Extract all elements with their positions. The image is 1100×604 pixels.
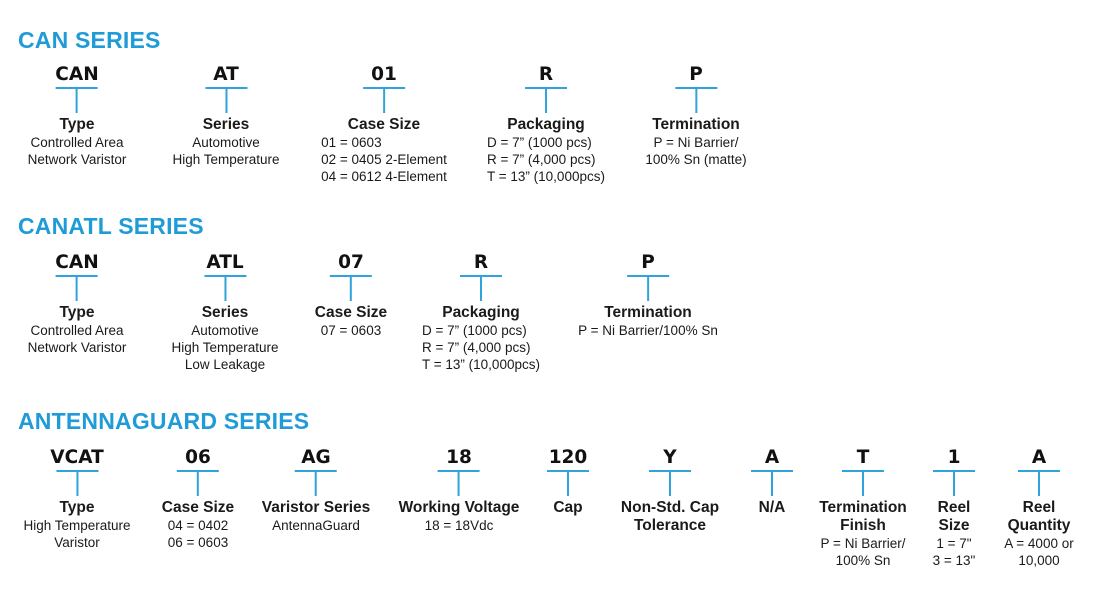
part-type [28,252,127,356]
section-title-antennaguard-series: ANTENNAGUARD SERIES [18,408,310,434]
description-line: Controlled Area [30,135,124,150]
part-code: 06 [185,447,211,468]
part-description [28,134,127,168]
part-description [172,134,279,168]
description-line: 07 = 0603 [320,323,382,338]
part-code: 07 [338,252,364,273]
part-description [23,517,130,551]
description-line: Low Leakage [184,357,266,372]
part-packaging [487,64,605,185]
part-case-size [321,64,447,185]
connector-tee [330,275,372,301]
connector-tee [933,470,975,496]
part-label: Case Size [314,304,388,321]
description-line: 100% Sn [835,553,891,568]
part-description [422,322,540,373]
description-line: Network Varistor [27,340,127,355]
part-label: Varistor Series [261,499,371,516]
description-line: 02 = 0405 2-Element [321,152,447,167]
description-line: P = Ni Barrier/ [653,135,739,150]
part-code: ATL [206,252,244,273]
part-label: Type [59,304,95,321]
description-line: 06 = 0603 [167,535,229,550]
part-code: 18 [446,447,472,468]
part-varistor-series [262,447,371,534]
connector-tee [627,275,669,301]
description-line: AntennaGuard [272,518,360,533]
part-description [645,134,746,168]
connector-tee [649,470,691,496]
connector-tee [56,87,98,113]
part-description [487,134,605,185]
part-termination-finish [813,447,913,569]
part-label: Reel Quantity [1007,499,1071,534]
description-line: 10,000 [1018,553,1060,568]
connector-tee [751,470,793,496]
description-line: D = 7” (1000 pcs) [487,135,592,150]
part-cap-tolerance [610,447,730,535]
part-label: Case Size [161,499,235,516]
description-line: 04 = 0612 4-Element [321,169,447,184]
part-label: Type [59,499,95,516]
part-description [262,517,371,534]
description-line: 3 = 13" [932,553,976,568]
part-code: R [538,64,554,85]
connector-tee [205,87,247,113]
part-series [172,64,279,168]
part-label: Packaging [442,304,520,321]
part-case-size [315,252,387,339]
part-label: Non-Std. Cap Tolerance [620,499,720,534]
part-label: Termination [652,116,740,133]
connector-tee [177,470,219,496]
description-line: 100% Sn (matte) [645,152,747,167]
part-description [999,535,1079,569]
description-line: Automotive [192,135,260,150]
part-code: 01 [371,64,397,85]
connector-tee [1018,470,1060,496]
part-cap [547,447,589,517]
connector-tee [675,87,717,113]
connector-tee [56,275,98,301]
part-description [399,517,520,534]
part-code: P [689,64,703,85]
description-line: High Temperature [172,152,280,167]
connector-tee [438,470,480,496]
description-line: A = 4000 or [1004,536,1074,551]
description-line: T = 13” (10,000pcs) [422,357,540,372]
part-label: Termination [604,304,692,321]
part-description [171,322,278,373]
part-description [813,535,913,569]
part-code: VCAT [50,447,104,468]
part-label: Packaging [507,116,585,133]
part-type [23,447,130,551]
part-type [28,64,127,168]
part-label: Reel Size [937,499,971,534]
part-label: Working Voltage [398,499,520,516]
part-reel-size [924,447,984,569]
section-title-can-series: CAN SERIES [18,27,161,53]
part-code: Y [663,447,677,468]
description-line: Automotive [191,323,259,338]
description-line: High Temperature [171,340,279,355]
description-line: High Temperature [23,518,131,533]
part-label: Case Size [347,116,421,133]
part-code: AT [213,64,239,85]
connector-tee [56,470,98,496]
part-reel-quantity [999,447,1079,569]
part-description [924,535,984,569]
part-code: 120 [548,447,588,468]
part-code: CAN [55,252,99,273]
connector-tee [525,87,567,113]
part-description [578,322,718,339]
part-code: P [641,252,655,273]
description-line: P = Ni Barrier/100% Sn [578,323,718,338]
description-line: Network Varistor [27,152,127,167]
description-line: 1 = 7" [936,536,972,551]
part-code: A [1031,447,1047,468]
connector-tee [204,275,246,301]
part-description [321,134,447,185]
connector-tee [547,470,589,496]
part-working-voltage [399,447,520,534]
part-termination [578,252,718,339]
description-line: Controlled Area [30,323,124,338]
part-label: N/A [758,499,786,516]
part-label: Termination Finish [819,499,907,534]
part-label: Series [201,304,249,321]
description-line: R = 7” (4,000 pcs) [487,152,596,167]
part-code: 1 [947,447,961,468]
part-termination [645,64,746,168]
part-packaging [422,252,540,373]
description-line: D = 7” (1000 pcs) [422,323,527,338]
part-description [162,517,234,551]
description-line: 04 = 0402 [167,518,229,533]
part-code: AG [301,447,331,468]
part-code: R [473,252,489,273]
description-line: 18 = 18Vdc [424,518,494,533]
description-line: 01 = 0603 [321,135,382,150]
part-series [171,252,278,373]
part-description [315,322,387,339]
part-label: Series [202,116,250,133]
connector-tee [842,470,884,496]
part-code: T [856,447,870,468]
section-title-canatl-series: CANATL SERIES [18,213,204,239]
description-line: Varistor [54,535,100,550]
connector-tee [363,87,405,113]
description-line: T = 13” (10,000pcs) [487,169,605,184]
description-line: R = 7” (4,000 pcs) [422,340,531,355]
part-case-size [162,447,234,551]
connector-tee [295,470,337,496]
part-description [28,322,127,356]
connector-tee [460,275,502,301]
part-label: Cap [553,499,583,516]
part-code: A [764,447,780,468]
part-label: Type [59,116,95,133]
description-line: P = Ni Barrier/ [820,536,906,551]
part-code: CAN [55,64,99,85]
part-na [751,447,793,517]
